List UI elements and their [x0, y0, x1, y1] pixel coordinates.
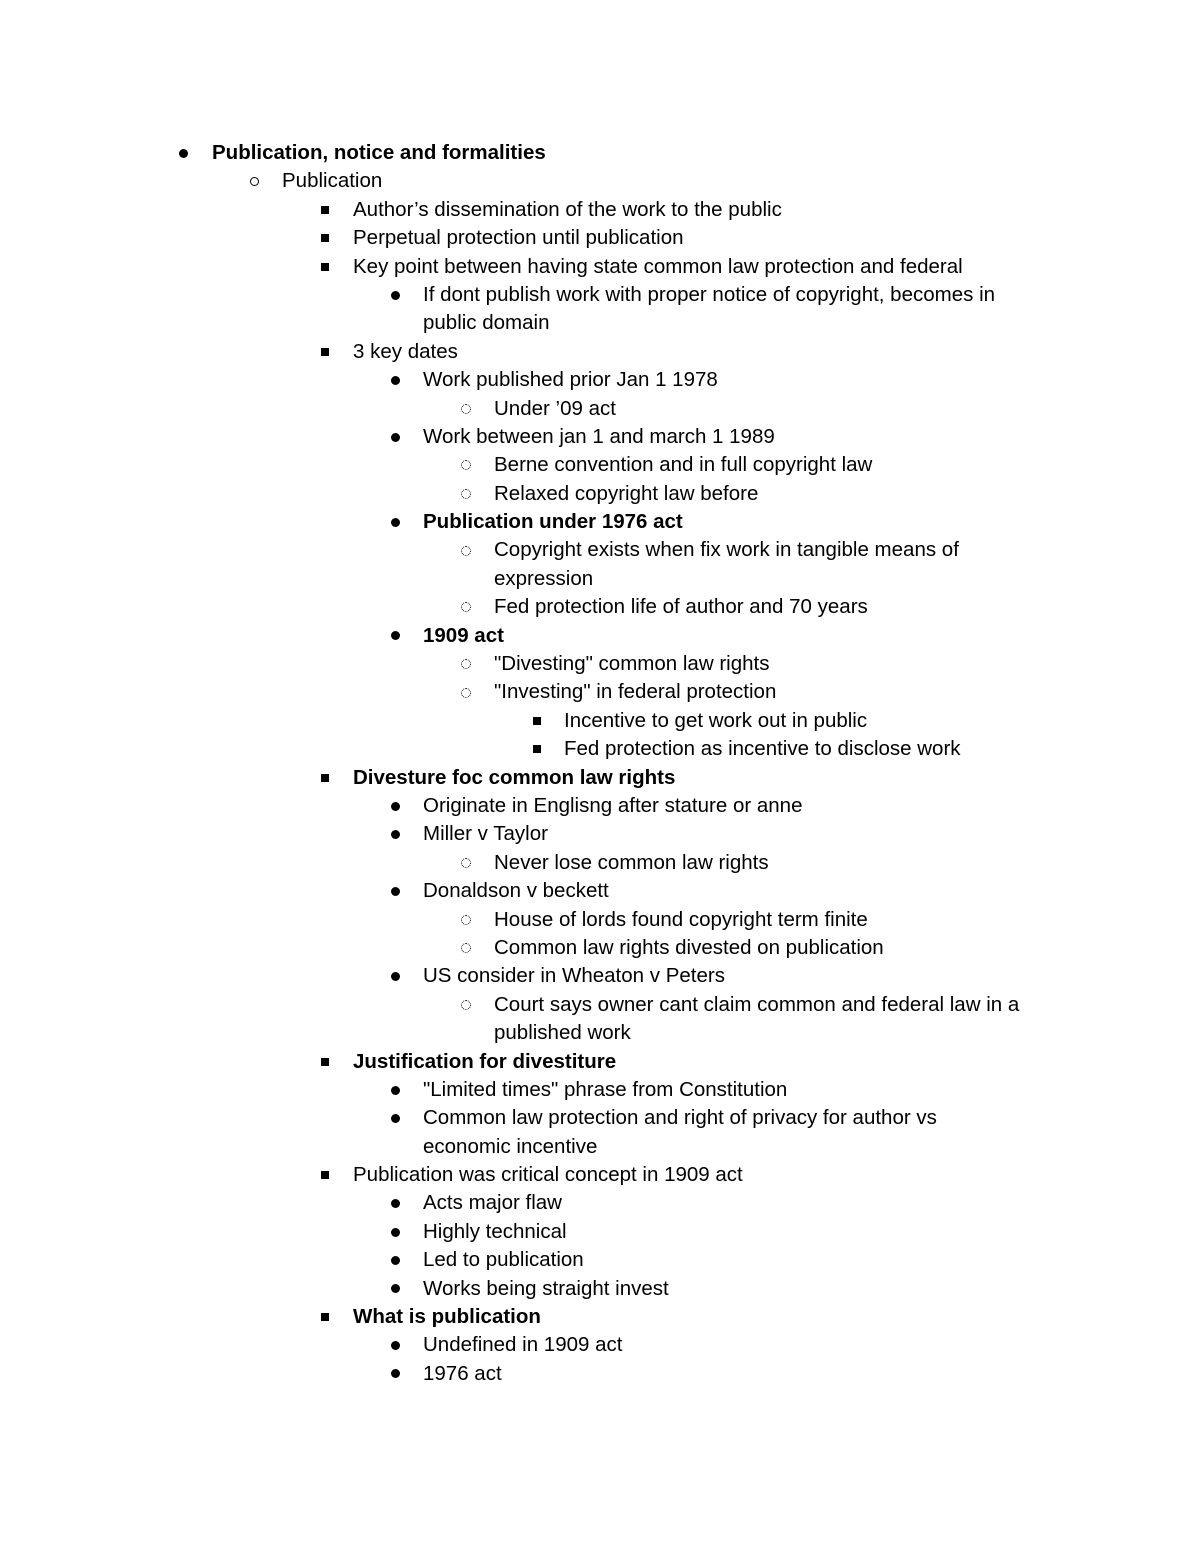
- bullet-disc-icon: [388, 1275, 402, 1303]
- outline-item-text: Perpetual protection until publication: [353, 226, 684, 250]
- outline-item: [0, 281, 1200, 309]
- bullet-dotted-icon: [459, 650, 473, 678]
- outline-item: [0, 792, 1200, 820]
- bullet-disc-icon: [388, 962, 402, 990]
- disc-glyph-icon: [391, 1114, 400, 1123]
- dotted-glyph-icon: [461, 602, 471, 612]
- disc-glyph-icon: [391, 433, 400, 442]
- outline-item: [0, 139, 1200, 167]
- outline-item: [0, 338, 1200, 366]
- outline-item-text: expression: [494, 566, 594, 590]
- bullet-square-icon: [530, 735, 544, 763]
- outline-item: [0, 991, 1200, 1019]
- dotted-glyph-icon: [461, 1000, 471, 1010]
- bullet-disc-icon: [388, 366, 402, 394]
- bullet-square-icon: [318, 253, 332, 281]
- bullet-square-icon: [318, 224, 332, 252]
- outline-item: [0, 962, 1200, 990]
- outline-item: [0, 395, 1200, 423]
- outline-item-text: Relaxed copyright law before: [494, 481, 759, 505]
- outline-item: [0, 820, 1200, 848]
- bullet-dotted-icon: [459, 906, 473, 934]
- outline-item-text: House of lords found copyright term finite: [494, 907, 868, 931]
- dotted-glyph-icon: [461, 915, 471, 925]
- dotted-glyph-icon: [461, 489, 471, 499]
- outline-item: [0, 906, 1200, 934]
- bullet-square-icon: [318, 1161, 332, 1189]
- outline-item: [0, 1189, 1200, 1217]
- outline-item-continuation: [0, 309, 1200, 337]
- bullet-dotted-icon: [459, 593, 473, 621]
- outline-item-text: "Divesting" common law rights: [494, 652, 770, 676]
- bullet-disc-icon: [388, 792, 402, 820]
- outline-item: [0, 849, 1200, 877]
- square-glyph-icon: [321, 1171, 329, 1179]
- outline-item: [0, 1048, 1200, 1076]
- square-glyph-icon: [321, 1058, 329, 1066]
- outline-item: [0, 678, 1200, 706]
- bullet-disc-icon: [388, 1104, 402, 1132]
- outline-item: [0, 224, 1200, 252]
- bullet-disc-icon: [388, 820, 402, 848]
- disc-glyph-icon: [391, 1369, 400, 1378]
- outline-item-text: Under ’09 act: [494, 396, 616, 420]
- square-glyph-icon: [533, 745, 541, 753]
- outline-item-text: Works being straight invest: [423, 1276, 669, 1300]
- outline-item-text: Miller v Taylor: [423, 822, 548, 846]
- bullet-square-icon: [318, 338, 332, 366]
- square-glyph-icon: [321, 206, 329, 214]
- bullet-dotted-icon: [459, 934, 473, 962]
- outline-item: [0, 1275, 1200, 1303]
- dotted-glyph-icon: [461, 404, 471, 414]
- outline-item: [0, 536, 1200, 564]
- disc-glyph-icon: [179, 149, 188, 158]
- outline-item: [0, 1303, 1200, 1331]
- disc-glyph-icon: [391, 972, 400, 981]
- outline-item: [0, 451, 1200, 479]
- outline-item-text: public domain: [423, 311, 550, 335]
- outline-item: [0, 480, 1200, 508]
- outline-item: [0, 650, 1200, 678]
- dotted-glyph-icon: [461, 943, 471, 953]
- outline-item: [0, 1360, 1200, 1388]
- outline-item-text: Court says owner cant claim common and federal law in a: [494, 992, 1020, 1016]
- disc-glyph-icon: [391, 1256, 400, 1265]
- bullet-dotted-icon: [459, 451, 473, 479]
- outline-item-text: Common law rights divested on publication: [494, 935, 884, 959]
- outline-item-text: Never lose common law rights: [494, 850, 769, 874]
- outline-item-text: Divesture foc common law rights: [353, 765, 676, 789]
- outline-item-text: Highly technical: [423, 1219, 567, 1243]
- dotted-glyph-icon: [461, 546, 471, 556]
- outline-item-text: Undefined in 1909 act: [423, 1333, 623, 1357]
- bullet-disc-icon: [176, 139, 190, 167]
- outline-item-text: published work: [494, 1021, 631, 1045]
- circle-glyph-icon: [250, 177, 259, 186]
- bullet-disc-icon: [388, 1360, 402, 1388]
- outline-item: [0, 622, 1200, 650]
- bullet-dotted-icon: [459, 991, 473, 1019]
- outline-item-text: Publication: [282, 169, 383, 193]
- bullet-disc-icon: [388, 1189, 402, 1217]
- outline-item-continuation: [0, 565, 1200, 593]
- bullet-square-icon: [318, 764, 332, 792]
- disc-glyph-icon: [391, 631, 400, 640]
- outline-item: [0, 196, 1200, 224]
- outline-item: [0, 707, 1200, 735]
- outline-item: [0, 877, 1200, 905]
- outline-item: [0, 1218, 1200, 1246]
- dotted-glyph-icon: [461, 659, 471, 669]
- outline-item: [0, 934, 1200, 962]
- outline-item-text: Acts major flaw: [423, 1191, 562, 1215]
- outline-item-text: Berne convention and in full copyright law: [494, 453, 873, 477]
- disc-glyph-icon: [391, 1086, 400, 1095]
- outline-item-text: Donaldson v beckett: [423, 879, 609, 903]
- outline-item: [0, 1246, 1200, 1274]
- outline-item-text: "Limited times" phrase from Constitution: [423, 1077, 788, 1101]
- dotted-glyph-icon: [461, 688, 471, 698]
- outline-item: [0, 508, 1200, 536]
- bullet-dotted-icon: [459, 480, 473, 508]
- bullet-square-icon: [318, 196, 332, 224]
- bullet-square-icon: [318, 1303, 332, 1331]
- outline-item-text: Copyright exists when fix work in tangible means of: [494, 538, 959, 562]
- disc-glyph-icon: [391, 376, 400, 385]
- outline-item-text: 3 key dates: [353, 339, 458, 363]
- bullet-disc-icon: [388, 281, 402, 309]
- bullet-disc-icon: [388, 877, 402, 905]
- disc-glyph-icon: [391, 1284, 400, 1293]
- disc-glyph-icon: [391, 1228, 400, 1237]
- bullet-square-icon: [530, 707, 544, 735]
- outline-item-text: Key point between having state common law protection and federal: [353, 254, 963, 278]
- square-glyph-icon: [321, 1313, 329, 1321]
- outline-item: [0, 253, 1200, 281]
- outline-item: [0, 167, 1200, 195]
- outline-item-text: Publication under 1976 act: [423, 510, 683, 534]
- disc-glyph-icon: [391, 802, 400, 811]
- outline-item-text: Led to publication: [423, 1248, 584, 1272]
- bullet-dotted-icon: [459, 395, 473, 423]
- bullet-disc-icon: [388, 1246, 402, 1274]
- disc-glyph-icon: [391, 1341, 400, 1350]
- square-glyph-icon: [533, 717, 541, 725]
- outline-item: [0, 1331, 1200, 1359]
- outline-item: [0, 1104, 1200, 1132]
- outline-item-text: "Investing" in federal protection: [494, 680, 777, 704]
- outline-item-continuation: [0, 1133, 1200, 1161]
- outline-item: [0, 1161, 1200, 1189]
- outline-item-text: Fed protection life of author and 70 years: [494, 595, 868, 619]
- outline-item-continuation: [0, 1019, 1200, 1047]
- disc-glyph-icon: [391, 830, 400, 839]
- bullet-square-icon: [318, 1048, 332, 1076]
- outline-item-text: Common law protection and right of privacy for author vs: [423, 1106, 937, 1130]
- square-glyph-icon: [321, 263, 329, 271]
- bullet-disc-icon: [388, 1331, 402, 1359]
- disc-glyph-icon: [391, 518, 400, 527]
- outline-item-text: economic incentive: [423, 1134, 598, 1158]
- disc-glyph-icon: [391, 1199, 400, 1208]
- outline-item-text: Justification for divestiture: [353, 1049, 617, 1073]
- outline-item-text: What is publication: [353, 1305, 541, 1329]
- outline-item-text: Publication, notice and formalities: [212, 141, 546, 164]
- square-glyph-icon: [321, 774, 329, 782]
- outline-item: [0, 366, 1200, 394]
- outline-item: [0, 735, 1200, 763]
- outline-item-text: Work published prior Jan 1 1978: [423, 368, 718, 392]
- dotted-glyph-icon: [461, 460, 471, 470]
- notes-outline: [0, 139, 1200, 1388]
- outline-item-text: US consider in Wheaton v Peters: [423, 964, 725, 988]
- outline-item-text: Publication was critical concept in 1909 act: [353, 1163, 743, 1187]
- bullet-disc-icon: [388, 1218, 402, 1246]
- square-glyph-icon: [321, 234, 329, 242]
- bullet-dotted-icon: [459, 536, 473, 564]
- bullet-dotted-icon: [459, 849, 473, 877]
- bullet-circle-icon: [247, 167, 261, 195]
- outline-item: [0, 1076, 1200, 1104]
- outline-item: [0, 593, 1200, 621]
- outline-item-text: Incentive to get work out in public: [564, 708, 868, 732]
- outline-item-text: 1976 act: [423, 1361, 502, 1385]
- bullet-dotted-icon: [459, 678, 473, 706]
- outline-item-text: Work between jan 1 and march 1 1989: [423, 424, 775, 448]
- outline-item: [0, 764, 1200, 792]
- disc-glyph-icon: [391, 291, 400, 300]
- bullet-disc-icon: [388, 622, 402, 650]
- outline-item-text: Author’s dissemination of the work to the public: [353, 197, 782, 221]
- outline-item-text: Fed protection as incentive to disclose work: [564, 737, 961, 761]
- bullet-disc-icon: [388, 1076, 402, 1104]
- bullet-disc-icon: [388, 508, 402, 536]
- bullet-disc-icon: [388, 423, 402, 451]
- outline-item-text: If dont publish work with proper notice of copyright, becomes in: [423, 282, 996, 306]
- outline-item-text: 1909 act: [423, 623, 504, 647]
- square-glyph-icon: [321, 348, 329, 356]
- outline-item: [0, 423, 1200, 451]
- outline-item-text: Originate in Englisng after stature or anne: [423, 793, 803, 817]
- disc-glyph-icon: [391, 887, 400, 896]
- dotted-glyph-icon: [461, 858, 471, 868]
